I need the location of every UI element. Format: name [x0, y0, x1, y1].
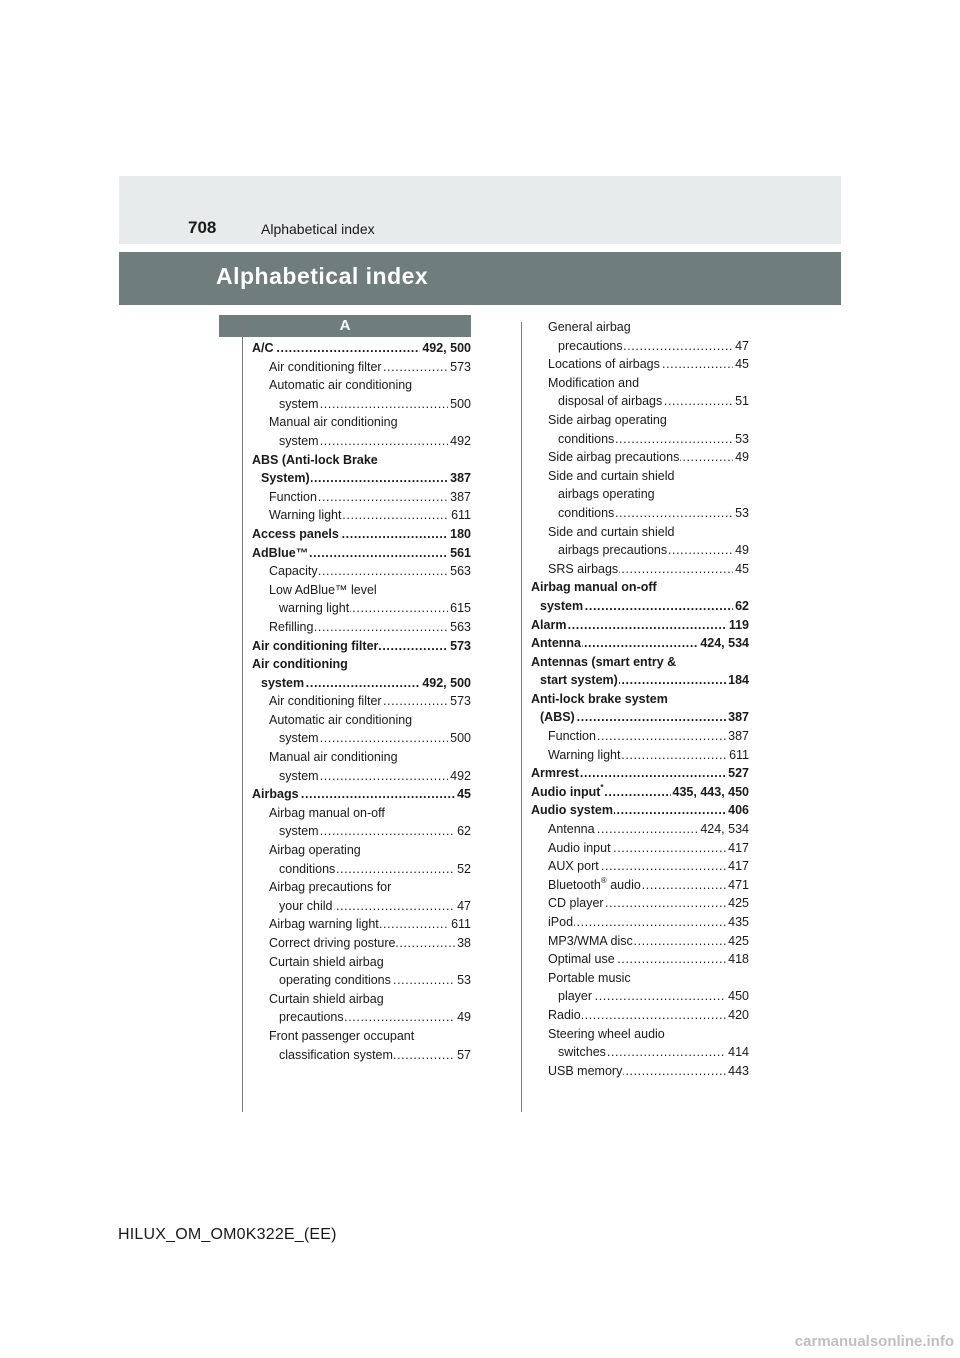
- entry-term: ABS (Anti-lock Brake: [252, 452, 378, 467]
- running-title: Alphabetical index: [261, 221, 375, 237]
- index-entry: [558, 337, 749, 356]
- index-entry: [279, 599, 471, 618]
- entry-term: Warning light: [269, 508, 342, 523]
- index-entry: [279, 1008, 471, 1027]
- entry-term: Capacity: [269, 564, 318, 579]
- index-entry: [269, 711, 471, 730]
- entry-page-ref: 492, 500: [420, 339, 471, 358]
- entry-term: Airbag manual on-off: [269, 805, 385, 820]
- index-entry: [269, 581, 471, 600]
- entry-term: Airbag manual on-off: [531, 580, 657, 595]
- entry-term: Air conditioning filter: [269, 694, 382, 709]
- entry-term: (ABS): [540, 710, 575, 725]
- index-entry: [548, 950, 749, 969]
- index-entry: [548, 355, 749, 374]
- index-entry: [279, 971, 471, 990]
- index-entry: [548, 913, 749, 932]
- entry-term: Audio input*: [531, 782, 604, 799]
- index-entry: [558, 1043, 749, 1062]
- index-entry: [548, 448, 749, 467]
- entry-term: A/C: [252, 341, 274, 355]
- entry-term: precautions: [558, 338, 623, 353]
- entry-term: Armrest: [531, 766, 579, 781]
- index-entry: [269, 413, 471, 432]
- entry-page-ref: 424, 534: [698, 634, 749, 653]
- index-entry: [548, 467, 749, 486]
- index-entry: [558, 392, 749, 411]
- entry-term: Access panels: [252, 526, 339, 541]
- entry-term: Correct driving posture: [269, 936, 396, 950]
- index-entry: [252, 451, 471, 470]
- index-entry: [531, 634, 749, 653]
- index-entry: [531, 578, 749, 597]
- entry-page-ref: 387: [448, 488, 471, 507]
- entry-term: warning light: [279, 601, 350, 616]
- entry-page-ref: 180: [448, 525, 471, 544]
- index-entry: [540, 597, 749, 616]
- entry-page-ref: 443: [726, 1062, 749, 1081]
- entry-page-ref: 414: [726, 1043, 749, 1062]
- index-entry: [269, 562, 471, 581]
- entry-term: Side and curtain shield: [548, 468, 675, 483]
- index-entry: [252, 655, 471, 674]
- index-entry: [558, 430, 749, 449]
- entry-term: system: [279, 433, 319, 448]
- entry-page-ref: 420: [726, 1006, 749, 1025]
- entry-page-ref: 38: [455, 934, 471, 953]
- index-entry: [548, 560, 749, 579]
- entry-page-ref: 57: [455, 1046, 471, 1065]
- entry-term: airbags operating: [558, 487, 655, 502]
- index-entry: [540, 708, 749, 727]
- entry-page-ref: 563: [448, 618, 471, 637]
- entry-page-ref: 184: [726, 671, 749, 690]
- entry-term: Airbag precautions for: [269, 880, 392, 895]
- entry-term: Side airbag operating: [548, 412, 667, 427]
- header-band: [119, 176, 841, 244]
- entry-page-ref: 49: [733, 448, 749, 467]
- index-entry: [279, 395, 471, 414]
- index-entry: [531, 783, 749, 802]
- entry-term: Air conditioning filter: [252, 638, 379, 653]
- index-entry: [548, 932, 749, 951]
- entry-page-ref: 492, 500: [420, 674, 471, 693]
- index-entry: [540, 671, 749, 690]
- entry-term: Antenna: [548, 822, 595, 837]
- entry-page-ref: 424, 534: [698, 820, 749, 839]
- entry-term: Steering wheel audio: [548, 1026, 665, 1041]
- entry-term: classification system: [279, 1047, 393, 1062]
- entry-term: player: [558, 989, 593, 1004]
- entry-term: operating conditions: [279, 973, 391, 988]
- entry-term: conditions: [279, 861, 336, 876]
- index-entry: [548, 727, 749, 746]
- entry-term: Function: [269, 489, 317, 504]
- index-entry: [269, 990, 471, 1009]
- entry-term: system: [540, 598, 584, 613]
- entry-page-ref: 51: [733, 392, 749, 411]
- entry-page-ref: 49: [733, 541, 749, 560]
- entry-term: system: [279, 768, 319, 783]
- section-letter: A: [219, 315, 471, 337]
- index-entry: [279, 729, 471, 748]
- entry-term: Automatic air conditioning: [269, 712, 413, 727]
- entry-term: Air conditioning: [252, 657, 348, 672]
- entry-page-ref: 62: [455, 822, 471, 841]
- index-entry: [261, 674, 471, 693]
- column-divider-right: [521, 322, 522, 1112]
- entry-term: Airbags: [252, 787, 299, 802]
- entry-term: Function: [548, 729, 596, 744]
- index-entry: [269, 934, 471, 953]
- entry-superscript: ®: [600, 875, 607, 885]
- entry-page-ref: 417: [726, 839, 749, 858]
- index-entry: [548, 969, 749, 988]
- index-entry: [252, 785, 471, 804]
- entry-term: system: [261, 675, 305, 690]
- index-entry: [252, 339, 471, 358]
- entry-page-ref: 450: [726, 987, 749, 1006]
- entry-page-ref: 561: [448, 544, 471, 563]
- index-entry: [269, 506, 471, 525]
- index-entry: [558, 987, 749, 1006]
- entry-page-ref: 573: [448, 692, 471, 711]
- entry-page-ref: 573: [448, 637, 471, 656]
- entry-term: General airbag: [548, 320, 631, 334]
- entry-term: Refilling: [269, 619, 314, 634]
- index-entry: [279, 1046, 471, 1065]
- entry-page-ref: 406: [726, 801, 749, 820]
- page-number: 708: [188, 218, 217, 237]
- entry-term: Airbag warning light: [269, 917, 379, 932]
- entry-term: conditions: [558, 431, 615, 446]
- index-entry: [269, 915, 471, 934]
- entry-page-ref: 45: [733, 355, 749, 374]
- entry-page-ref: 615: [448, 599, 471, 618]
- index-entry: [548, 1025, 749, 1044]
- entry-page-ref: 49: [455, 1008, 471, 1027]
- index-entry: [531, 764, 749, 783]
- entry-term: Anti-lock brake system: [531, 691, 668, 706]
- entry-term: Automatic air conditioning: [269, 378, 413, 393]
- entry-page-ref: 47: [733, 337, 749, 356]
- entry-term: Front passenger occupant: [269, 1028, 415, 1043]
- entry-page-ref: 45: [733, 560, 749, 579]
- entry-page-ref: 387: [448, 469, 471, 488]
- entry-term: Audio input: [548, 840, 611, 855]
- index-entry: [531, 801, 749, 820]
- entry-term: Airbag operating: [269, 843, 361, 858]
- entry-page-ref: 387: [726, 708, 749, 727]
- entry-page-ref: 611: [727, 746, 749, 765]
- entry-term: Alarm: [531, 617, 567, 632]
- entry-page-ref: 435, 443, 450: [671, 783, 749, 802]
- entry-term: iPod: [548, 915, 574, 929]
- index-entry: [269, 692, 471, 711]
- title-band: [119, 252, 841, 305]
- entry-page-ref: 471: [726, 876, 749, 895]
- entry-term: Antennas (smart entry &: [531, 654, 677, 669]
- entry-page-ref: 492: [448, 767, 471, 786]
- entry-page-ref: 417: [726, 857, 749, 876]
- index-entry: [558, 504, 749, 523]
- entry-term-suffix: audio: [606, 877, 641, 892]
- entry-term: AdBlue™: [252, 545, 309, 560]
- entry-term: Low AdBlue™ level: [269, 582, 377, 597]
- entry-term: precautions: [279, 1010, 344, 1025]
- entry-term: Portable music: [548, 970, 631, 985]
- entry-page-ref: 119: [727, 616, 749, 635]
- index-entry: [558, 541, 749, 560]
- index-entry: [269, 953, 471, 972]
- index-entry: [279, 860, 471, 879]
- entry-term: Optimal use: [548, 952, 615, 967]
- entry-term: Air conditioning filter: [269, 359, 382, 374]
- entry-term: System): [261, 471, 310, 486]
- index-entry: [269, 358, 471, 377]
- index-entry: [548, 523, 749, 542]
- index-entry: [548, 894, 749, 913]
- entry-term: your child: [279, 898, 333, 913]
- entry-term: Side airbag precautions: [548, 450, 680, 465]
- index-entry: [548, 876, 749, 895]
- index-entry: [252, 544, 471, 563]
- index-entry: [269, 618, 471, 637]
- entry-page-ref: 425: [726, 894, 749, 913]
- index-column-left: [252, 339, 471, 1064]
- entry-term: Audio system: [531, 803, 613, 818]
- entry-term: Manual air conditioning: [269, 415, 398, 430]
- entry-term: Warning light: [548, 747, 621, 762]
- index-entry: [269, 804, 471, 823]
- index-entry: [269, 1027, 471, 1046]
- entry-term: Manual air conditioning: [269, 750, 398, 765]
- index-entry: [531, 653, 749, 672]
- document-code: HILUX_OM_OM0K322E_(EE): [118, 1226, 337, 1243]
- index-column-right: [531, 318, 749, 1080]
- entry-page-ref: 53: [733, 504, 749, 523]
- index-entry: [548, 857, 749, 876]
- index-entry: [279, 897, 471, 916]
- entry-page-ref: 425: [726, 932, 749, 951]
- index-entry: [252, 637, 471, 656]
- entry-term: system: [279, 731, 319, 746]
- entry-term: Curtain shield airbag: [269, 954, 384, 969]
- entry-term: Curtain shield airbag: [269, 991, 384, 1006]
- index-entry: [252, 525, 471, 544]
- entry-term: airbags precautions: [558, 543, 668, 558]
- index-entry: [269, 488, 471, 507]
- index-entry: [279, 767, 471, 786]
- index-entry: [269, 748, 471, 767]
- entry-page-ref: 611: [449, 506, 471, 525]
- entry-term: CD player: [548, 896, 604, 911]
- entry-page-ref: 62: [733, 597, 749, 616]
- entry-term: conditions: [558, 505, 615, 520]
- column-divider-left: [242, 322, 243, 1112]
- entry-page-ref: 47: [455, 897, 471, 916]
- entry-page-ref: 573: [448, 358, 471, 377]
- entry-term: system: [279, 396, 319, 411]
- entry-term: AUX port: [548, 859, 599, 874]
- index-entry: [548, 1006, 749, 1025]
- entry-term: MP3/WMA disc: [548, 933, 633, 948]
- entry-term: USB memory: [548, 1063, 623, 1078]
- index-entry: [279, 432, 471, 451]
- index-entry: [548, 1062, 749, 1081]
- entry-term: Radio: [548, 1007, 581, 1022]
- index-entry: [548, 318, 749, 337]
- entry-superscript: *: [600, 782, 604, 792]
- entry-term: Bluetooth® audio: [548, 875, 641, 892]
- entry-page-ref: 53: [455, 971, 471, 990]
- index-entry: [558, 485, 749, 504]
- entry-term: switches: [558, 1045, 606, 1060]
- entry-term: SRS airbags: [548, 561, 619, 576]
- index-entry: [531, 616, 749, 635]
- entry-page-ref: 563: [448, 562, 471, 581]
- index-entry: [279, 822, 471, 841]
- index-entry: [548, 820, 749, 839]
- index-entry: [548, 374, 749, 393]
- page-title: Alphabetical index: [216, 263, 429, 289]
- entry-page-ref: 45: [455, 785, 471, 804]
- entry-page-ref: 500: [448, 729, 471, 748]
- entry-page-ref: 387: [726, 727, 749, 746]
- entry-term: start system): [540, 673, 618, 688]
- entry-page-ref: 435: [726, 913, 749, 932]
- entry-page-ref: 492: [448, 432, 471, 451]
- entry-page-ref: 418: [726, 950, 749, 969]
- index-entry: [531, 690, 749, 709]
- index-entry: [548, 746, 749, 765]
- entry-term: Antenna: [531, 636, 581, 651]
- index-entry: [269, 376, 471, 395]
- entry-page-ref: 53: [733, 430, 749, 449]
- entry-term: Side and curtain shield: [548, 524, 675, 539]
- entry-page-ref: 527: [726, 764, 749, 783]
- index-entry: [261, 469, 471, 488]
- entry-term: Locations of airbags: [548, 357, 660, 372]
- index-entry: [269, 841, 471, 860]
- index-entry: [269, 878, 471, 897]
- watermark: carmanualsonline.info: [794, 1333, 954, 1350]
- index-entry: [548, 411, 749, 430]
- entry-page-ref: 52: [455, 860, 471, 879]
- index-entry: [548, 839, 749, 858]
- entry-term: disposal of airbags: [558, 394, 663, 409]
- entry-page-ref: 611: [449, 915, 471, 934]
- entry-page-ref: 500: [448, 395, 471, 414]
- entry-term: Modification and: [548, 375, 640, 390]
- entry-term: system: [279, 824, 319, 839]
